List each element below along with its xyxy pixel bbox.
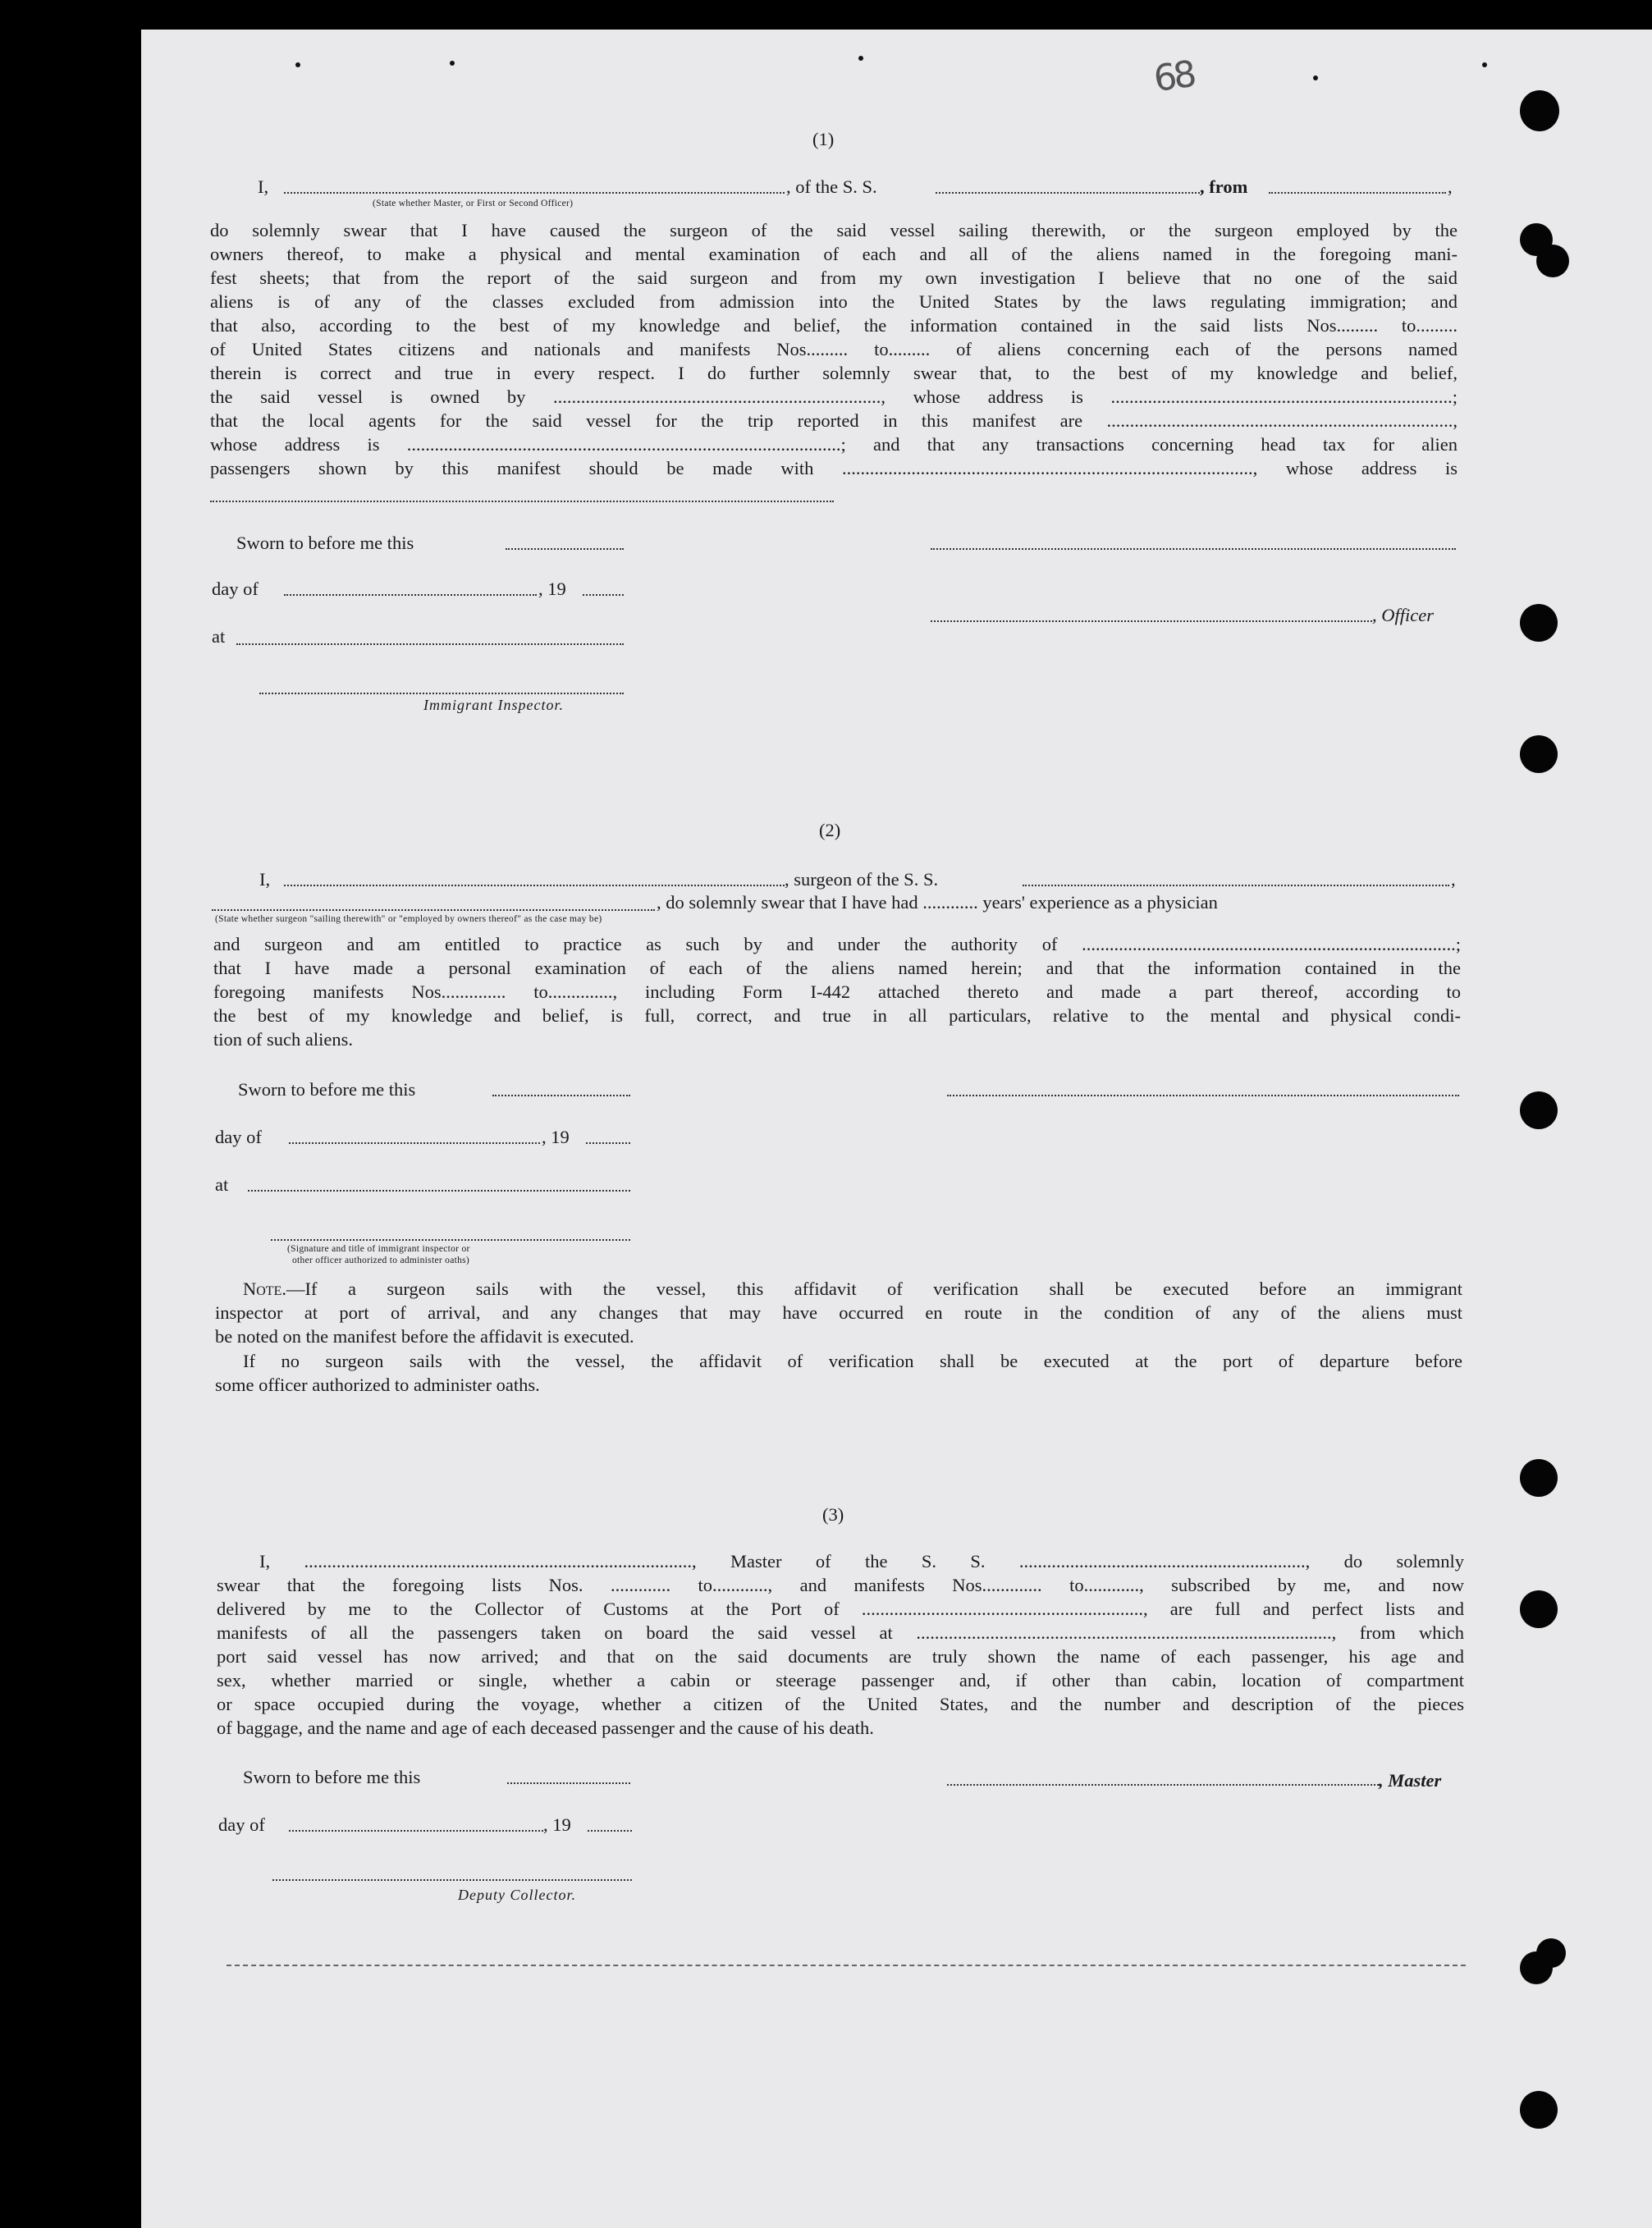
day-line-1 xyxy=(284,594,537,596)
master-label: , Master xyxy=(1379,1770,1442,1791)
binder-hole xyxy=(1520,90,1559,131)
speck xyxy=(1313,75,1318,80)
year-label-3: , 19 xyxy=(543,1814,571,1835)
year-line-1 xyxy=(583,594,624,596)
sworn-date-line-1 xyxy=(506,548,624,550)
sworn-label-3: Sworn to before me this xyxy=(243,1767,421,1787)
speck xyxy=(450,61,455,66)
officer-signature-line-top xyxy=(931,548,1456,550)
sworn-label-1: Sworn to before me this xyxy=(236,533,414,553)
binder-hole xyxy=(1520,735,1558,773)
section-1-oath-text: do solemnly swear that I have caused the surgeon of the said vessel sailing therewith, or the surgeon employed by the owners thereof, to make a physical and mental examination of each and all of the aliens named in the foregoing mani- fest sheets; that from the report of the said surgeon and from my own investigation I believe that no one of the said aliens is of any of the classes excluded from admission into the United States by the laws regulating immigration; and that also, according to the best of my knowledge and belief, the information contained in the said lists Nos......... to......... of United States citizens and nationals and manifests Nos......... to......... of aliens concerning each of the persons named therein is correct and true in every respect. I do further solemnly swear that, to the best of my knowledge and belief, the said vessel is owned by ......................................................................., whose address is ..........................................................................; that the local agents for the said vessel for the trip reported in this manifest are ..........................................................................., whose address is ..............................................................................................; and that any transactions concerning head tax for alien passengers shown by this manifest should be made with ........................................................................................., whose address is xyxy=(210,220,1458,478)
vessel-label: , of the S. S. xyxy=(786,176,877,197)
section-3-number: (3) xyxy=(822,1504,844,1525)
speck xyxy=(858,56,863,61)
day-line-2 xyxy=(289,1142,540,1144)
binder-hole xyxy=(1520,1459,1558,1497)
officer-rank-line xyxy=(284,192,785,194)
deputy-collector-label: Deputy Collector. xyxy=(458,1887,576,1903)
sworn-label-2: Sworn to before me this xyxy=(238,1079,416,1100)
day-line-3 xyxy=(289,1830,543,1832)
from-label: , from xyxy=(1200,176,1248,197)
administering-officer-hint-2: other officer authorized to administer oaths) xyxy=(292,1256,470,1265)
note-2-text: If no surgeon sails with the vessel, the affidavit of verification shall be executed at the port of departure before some officer authorized to administer oaths. xyxy=(215,1351,1462,1395)
binder-hole xyxy=(1520,604,1558,642)
surgeon-name-line xyxy=(284,885,785,886)
binder-hole xyxy=(1520,2091,1558,2129)
section-2-number: (2) xyxy=(819,820,841,840)
officer-rank-hint: (State whether Master, or First or Second Officer) xyxy=(373,199,574,208)
at-line-1 xyxy=(236,643,624,645)
surgeon-vessel-line xyxy=(1023,885,1449,886)
year-line-2 xyxy=(586,1142,630,1144)
binder-hole xyxy=(1520,1590,1558,1628)
day-of-label-1: day of xyxy=(212,579,259,599)
surgeon-status-hint: (State whether surgeon "sailing therewith" or "employed by owners thereof" as the case may be) xyxy=(215,914,602,924)
day-of-label-2: day of xyxy=(215,1127,262,1147)
officer-label: , Officer xyxy=(1372,605,1434,625)
surgeon-oath-line: , do solemnly swear that I have had ............ years' experience as a physician xyxy=(657,892,1218,913)
from-port-line xyxy=(1269,192,1446,194)
master-signature-line xyxy=(947,1784,1379,1786)
surgeon-status-line xyxy=(212,909,655,911)
day-of-label-3: day of xyxy=(218,1814,265,1835)
line-end: , xyxy=(1448,176,1453,197)
address-continuation-line xyxy=(210,501,834,502)
at-label-1: at xyxy=(212,626,226,647)
speck xyxy=(1482,62,1487,67)
vessel-name-line xyxy=(936,192,1203,194)
year-label-2: , 19 xyxy=(542,1127,570,1147)
binder-hole xyxy=(1520,1091,1558,1129)
section-2-oath-text: and surgeon and am entitled to practice as such by and under the authority of .................................................................................; that I have made a personal examination of each of the aliens named herein; and that the information contained in the foregoing manifests Nos.............. to.............., including Form I-442 attached thereto and made a part thereof, according to the best of my knowledge and belief, is full, correct, and true in all particulars, relative to the mental and physical condi- tion of such aliens. xyxy=(213,934,1461,1050)
inspector-signature-line-2 xyxy=(947,1095,1459,1096)
inspector-label: Immigrant Inspector. xyxy=(423,697,564,713)
section-1-pronoun: I, xyxy=(258,176,269,197)
section-3-oath-text: I, ...................................................................................., Master of the S. S. .............................................................., do solemnly swear that the foregoing lists Nos. ............. to............, and manifests Nos............. to............, subscribed by me, and now delivered by me to the Collector of Customs at the Port of ............................................................., are full and perfect lists and manifests of all the passengers taken on board the said vessel at .........................................................................................., from which port said vessel has now arrived; and that on the said documents are truly shown the name of each passenger, his age and sex, whether married or single, whether a cabin or steerage passenger and, if other than cabin, location of compartment or space occupied during the voyage, whether a citizen of the United States, and the number and description of the pieces of baggage, and the name and age of each deceased passenger and the cause of his death. xyxy=(217,1551,1464,1738)
at-label-2: at xyxy=(215,1174,229,1195)
sworn-date-line-2 xyxy=(492,1095,630,1096)
at-line-2 xyxy=(248,1190,630,1192)
speck xyxy=(295,62,300,67)
section-1-number: (1) xyxy=(812,129,835,149)
administering-officer-signature-line xyxy=(271,1239,630,1241)
binder-hole xyxy=(1536,245,1569,277)
handwritten-page-number: 68 xyxy=(1151,53,1197,101)
officer-signature-line xyxy=(931,620,1372,622)
binder-hole xyxy=(1536,1938,1566,1968)
bottom-rule xyxy=(227,1965,1466,1966)
line-end-2: , xyxy=(1451,869,1456,890)
sworn-date-line-3 xyxy=(507,1782,630,1784)
section-2-pronoun: I, xyxy=(259,869,271,890)
surgeon-vessel-label: , surgeon of the S. S. xyxy=(785,869,939,890)
year-label-1: , 19 xyxy=(538,579,566,599)
note-text: Note.—If a surgeon sails with the vessel, this affidavit of verification shall be executed before an immigrant inspector at port of arrival, and any changes that may have occurred en route in the condition of any of the aliens must be noted on the manifest before the affidavit is executed. xyxy=(215,1279,1462,1347)
year-line-3 xyxy=(588,1830,632,1832)
administering-officer-hint-1: (Signature and title of immigrant inspector or xyxy=(287,1244,470,1254)
deputy-collector-signature-line xyxy=(272,1879,632,1881)
